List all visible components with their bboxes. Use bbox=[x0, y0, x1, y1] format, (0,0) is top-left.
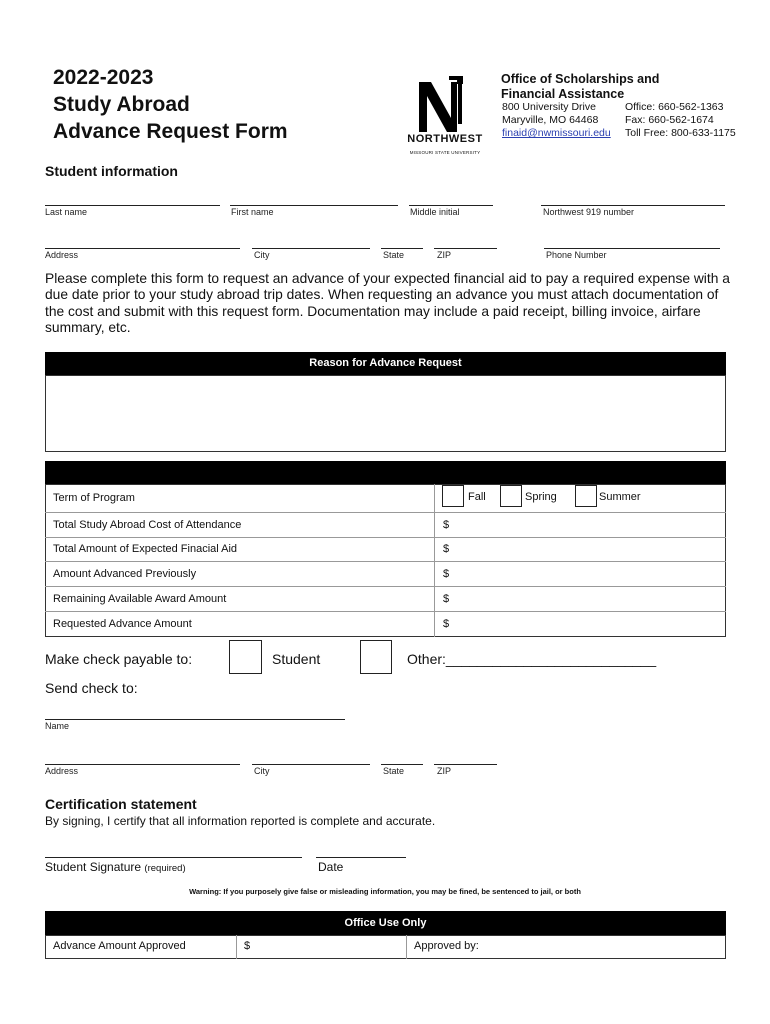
mail-address-field[interactable] bbox=[45, 764, 240, 765]
office-phone: Office: 660-562-1363 bbox=[625, 101, 724, 113]
mail-city-label: City bbox=[254, 766, 270, 776]
instructions-paragraph: Please complete this form to request an advance of your expected financial aid to pay a required expense with a due date prior to your study abroad trip dates. When requesting an advance you must attach documentation of the cost and submit with this request form. Documentation may include a paid receipt, billing invoice, airfare summary, etc. bbox=[45, 271, 730, 336]
row-divider bbox=[45, 537, 726, 538]
title-line3: Advance Request Form bbox=[53, 120, 288, 143]
mail-zip-label: ZIP bbox=[437, 766, 452, 776]
last-name-field[interactable] bbox=[45, 205, 220, 206]
warning-text: Warning: If you purposely give false or misleading information, you may be fined, be sentenced to jail, or both bbox=[189, 887, 581, 896]
student-payable-checkbox[interactable] bbox=[229, 640, 262, 674]
fall-checkbox[interactable] bbox=[442, 485, 464, 507]
office-divider bbox=[406, 935, 407, 959]
last-name-label: Last name bbox=[45, 207, 88, 217]
approved-amount-label: Advance Amount Approved bbox=[53, 940, 186, 952]
fall-label: Fall bbox=[468, 491, 486, 503]
student-address-label: Address bbox=[45, 250, 79, 260]
table-row-label: Remaining Available Award Amount bbox=[53, 593, 227, 605]
address-line1: 800 University Drive bbox=[502, 101, 596, 113]
office-line2: Financial Assistance bbox=[501, 87, 625, 101]
mail-state-field[interactable] bbox=[381, 764, 423, 765]
student-zip-label: ZIP bbox=[437, 250, 452, 260]
row-divider bbox=[45, 586, 726, 587]
office-line1: Office of Scholarships and bbox=[501, 72, 660, 86]
row-divider bbox=[45, 512, 726, 513]
middle-initial-field[interactable] bbox=[409, 205, 493, 206]
mail-name-label: Name bbox=[45, 721, 70, 731]
other-payable-field[interactable]: Other:___________________________ bbox=[407, 651, 657, 667]
summer-label: Summer bbox=[599, 491, 641, 503]
middle-initial-label: Middle initial bbox=[410, 207, 460, 217]
mail-address-label: Address bbox=[45, 766, 79, 776]
first-name-label: First name bbox=[231, 207, 274, 217]
table-row-label: Amount Advanced Previously bbox=[53, 568, 197, 580]
approved-amount-field[interactable]: $ bbox=[244, 940, 251, 952]
signature-label bbox=[45, 860, 186, 874]
date-label: Date bbox=[318, 860, 344, 874]
signature-label-text: Student Signature bbox=[45, 860, 142, 874]
office-fax: Fax: 660-562-1674 bbox=[625, 114, 714, 126]
date-field[interactable] bbox=[316, 857, 406, 858]
remaining-award-field[interactable]: $ bbox=[443, 593, 450, 605]
student-payable-label: Student bbox=[272, 651, 321, 667]
student-info-heading: Student information bbox=[45, 163, 178, 179]
term-label: Term of Program bbox=[53, 492, 135, 504]
expected-aid-field[interactable]: $ bbox=[443, 543, 450, 555]
office-contacts bbox=[625, 101, 736, 140]
approved-by-field[interactable]: Approved by: bbox=[414, 940, 479, 952]
student-city-field[interactable] bbox=[252, 248, 370, 249]
program-table-header bbox=[45, 461, 726, 484]
spring-label: Spring bbox=[525, 491, 557, 503]
office-address bbox=[502, 101, 611, 140]
spring-checkbox[interactable] bbox=[500, 485, 522, 507]
advanced-previously-field[interactable]: $ bbox=[443, 568, 450, 580]
summer-checkbox[interactable] bbox=[575, 485, 597, 507]
title-line2: Study Abroad bbox=[53, 93, 190, 116]
row-divider bbox=[45, 611, 726, 612]
signature-required-text: (required) bbox=[144, 863, 186, 874]
northwest-logo bbox=[405, 70, 483, 160]
mail-zip-field[interactable] bbox=[434, 764, 497, 765]
signature-field[interactable] bbox=[45, 857, 302, 858]
certification-text: By signing, I certify that all information reported is complete and accurate. bbox=[45, 814, 436, 828]
other-payable-checkbox[interactable] bbox=[360, 640, 392, 674]
office-use-header: Office Use Only bbox=[45, 911, 726, 935]
reason-header: Reason for Advance Request bbox=[45, 352, 726, 375]
student-address-field[interactable] bbox=[45, 248, 240, 249]
address-line2: Maryville, MO 64468 bbox=[502, 114, 599, 126]
mail-city-field[interactable] bbox=[252, 764, 370, 765]
email-link[interactable]: finaid@nwmissouri.edu bbox=[502, 127, 611, 139]
student-zip-field[interactable] bbox=[434, 248, 497, 249]
mail-name-field[interactable] bbox=[45, 719, 345, 720]
table-row-label: Total Amount of Expected Finacial Aid bbox=[53, 543, 238, 555]
cost-amount-field[interactable]: $ bbox=[443, 519, 450, 531]
office-name bbox=[501, 72, 659, 102]
student-city-label: City bbox=[254, 250, 270, 260]
northwest-n-icon bbox=[405, 70, 483, 160]
first-name-field[interactable] bbox=[230, 205, 398, 206]
id-number-label: Northwest 919 number bbox=[543, 207, 635, 217]
logo-text: NORTHWEST bbox=[407, 133, 483, 145]
student-state-label: State bbox=[383, 250, 405, 260]
table-row-label: Requested Advance Amount bbox=[53, 618, 192, 630]
title-year: 2022-2023 bbox=[53, 66, 154, 89]
payable-label: Make check payable to: bbox=[45, 651, 193, 667]
student-state-field[interactable] bbox=[381, 248, 423, 249]
requested-advance-field[interactable]: $ bbox=[443, 618, 450, 630]
row-divider bbox=[45, 561, 726, 562]
mail-state-label: State bbox=[383, 766, 405, 776]
certification-heading: Certification statement bbox=[45, 796, 197, 812]
office-tollfree: Toll Free: 800-633-1175 bbox=[625, 127, 736, 139]
student-phone-field[interactable] bbox=[544, 248, 720, 249]
send-check-label: Send check to: bbox=[45, 680, 138, 696]
form-title bbox=[53, 64, 288, 145]
student-phone-label: Phone Number bbox=[546, 250, 607, 260]
reason-textarea[interactable] bbox=[45, 375, 726, 452]
id-number-field[interactable] bbox=[541, 205, 725, 206]
office-divider bbox=[236, 935, 237, 959]
logo-subtext: MISSOURI STATE UNIVERSITY bbox=[409, 150, 481, 155]
table-row-label: Total Study Abroad Cost of Attendance bbox=[53, 519, 242, 531]
